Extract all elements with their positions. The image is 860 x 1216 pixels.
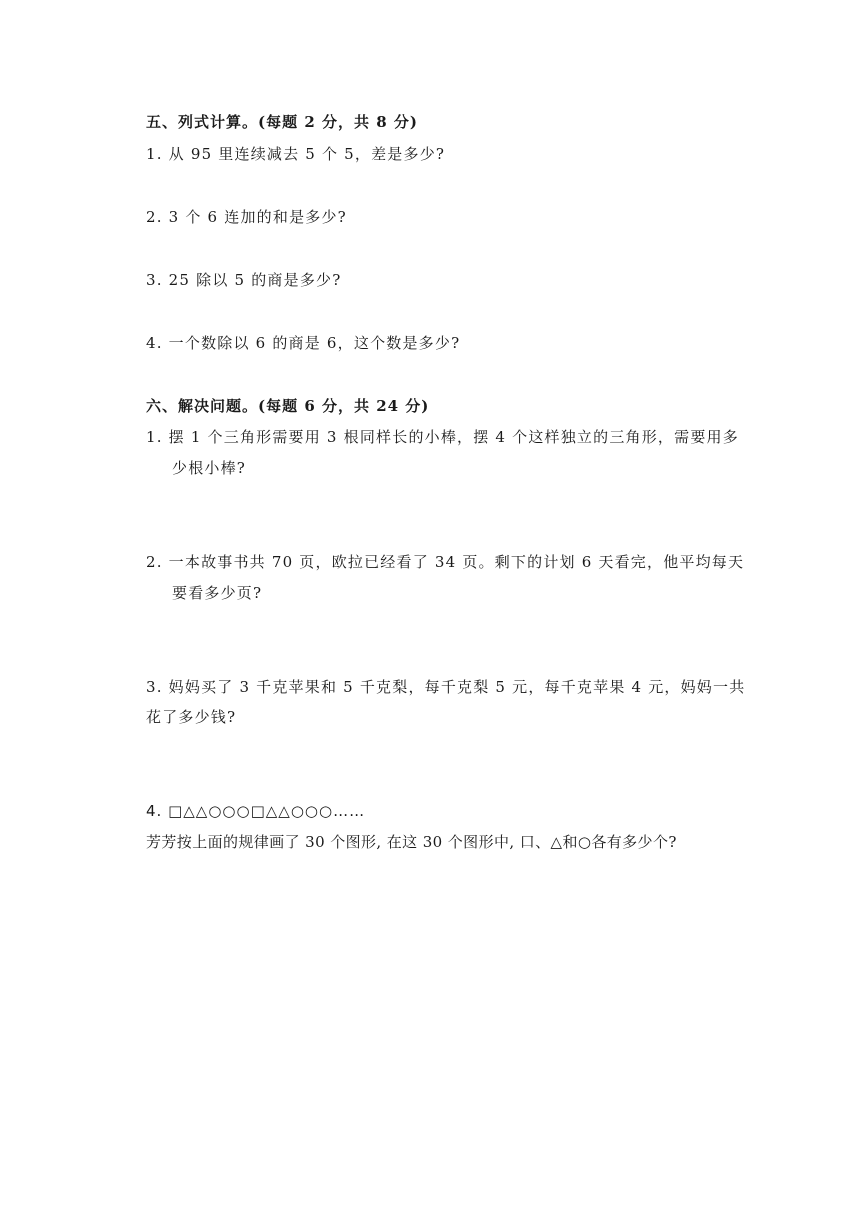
- section-5-question-3: 3. 25 除以 5 的商是多少?: [146, 271, 342, 289]
- section-6-question-1-line-2: 少根小棒?: [172, 459, 247, 477]
- section-5-title: 五、列式计算。(每题 2 分，共 8 分): [146, 113, 418, 131]
- section-6-question-3-line-1: 3. 妈妈买了 3 千克苹果和 5 千克梨，每千克梨 5 元，每千克苹果 4 元，妈妈一共: [146, 678, 746, 696]
- section-6-question-3-line-2: 花了多少钱?: [146, 708, 237, 726]
- section-6-question-1-line-1: 1. 摆 1 个三角形需要用 3 根同样长的小棒，摆 4 个这样独立的三角形，需要用多: [146, 428, 739, 446]
- section-5-question-4: 4. 一个数除以 6 的商是 6，这个数是多少?: [146, 334, 461, 352]
- section-5-question-1: 1. 从 95 里连续减去 5 个 5，差是多少?: [146, 145, 446, 163]
- section-6-question-2-line-1: 2. 一本故事书共 70 页，欧拉已经看了 34 页。剩下的计划 6 天看完，他平均每天: [146, 553, 745, 571]
- section-6-question-2-line-2: 要看多少页?: [172, 584, 263, 602]
- section-6-question-4-shape-sequence: 4. □△△○○○□△△○○○……: [146, 802, 366, 820]
- section-6-question-4-text: 芳芳按上面的规律画了 30 个图形, 在这 30 个图形中, 口、△和○各有多少个?: [146, 833, 677, 851]
- section-5-question-2: 2. 3 个 6 连加的和是多少?: [146, 208, 347, 226]
- section-6-title: 六、解决问题。(每题 6 分，共 24 分): [146, 397, 430, 415]
